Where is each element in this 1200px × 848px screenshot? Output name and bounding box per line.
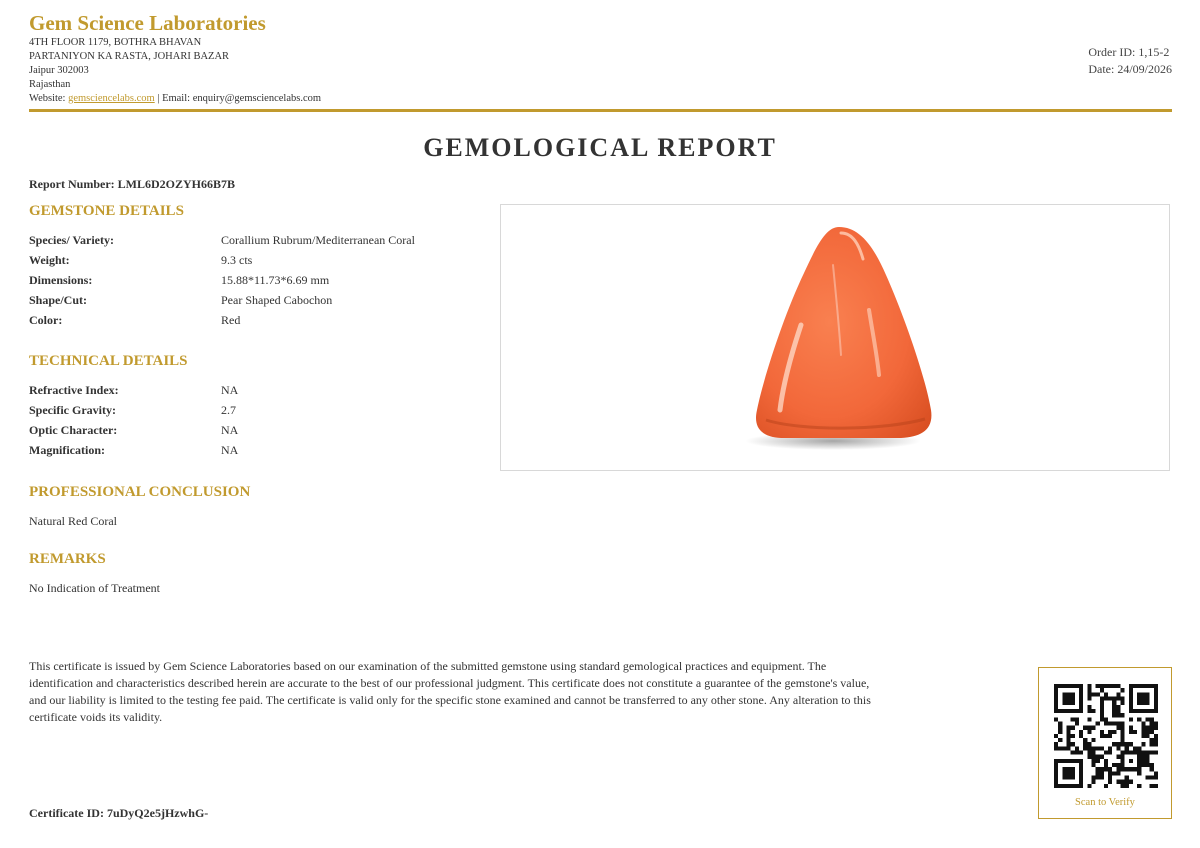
tech-row-optic-character <box>29 420 238 440</box>
qr-code-icon[interactable] <box>1054 684 1158 788</box>
detail-row-weight <box>29 250 415 270</box>
detail-row-species <box>29 230 415 250</box>
website-link[interactable]: gemsciencelabs.com <box>68 93 155 104</box>
order-date: Date: 24/09/2026 <box>1088 62 1172 76</box>
remarks-heading: REMARKS <box>29 551 106 567</box>
detail-value: 9.3 cts <box>221 253 253 267</box>
qr-verify-box[interactable] <box>1038 667 1172 819</box>
address-line-3: Jaipur 302003 <box>29 65 89 76</box>
detail-value: 15.88*11.73*6.69 mm <box>221 273 330 287</box>
lab-header <box>29 10 1172 106</box>
detail-row-dimensions <box>29 270 415 290</box>
technical-details-heading: TECHNICAL DETAILS <box>29 353 188 369</box>
detail-value: NA <box>221 383 239 397</box>
header-divider <box>29 109 1172 112</box>
report-title: GEMOLOGICAL REPORT <box>423 133 777 162</box>
qr-caption: Scan to Verify <box>1075 797 1135 808</box>
detail-value: NA <box>221 443 239 457</box>
report-number: Report Number: LML6D2OZYH66B7B <box>29 177 235 191</box>
remarks-text: No Indication of Treatment <box>29 581 160 595</box>
detail-key: Optic Character: <box>29 423 118 437</box>
certificate-id: Certificate ID: 7uDyQ2e5jHzwhG- <box>29 806 209 820</box>
detail-value: Red <box>221 313 241 327</box>
detail-key: Weight: <box>29 253 70 267</box>
lab-address <box>29 36 1172 106</box>
contact-separator: | <box>154 93 163 104</box>
detail-key: Species/ Variety: <box>29 233 114 247</box>
order-info <box>1088 44 1172 78</box>
detail-key: Magnification: <box>29 443 105 457</box>
detail-key: Specific Gravity: <box>29 403 116 417</box>
contact-line <box>29 92 1172 106</box>
disclaimer-text: This certificate is issued by Gem Science Laboratories based on our examination of the submitted gemstone using standard gemological practices and equipment. The identification and characteristics described herein are accurate to the best of our professional judgment. This certificate does not constitute a guarantee of the gemstone's value, and our liability is limited to the testing fee paid. The certificate is valid only for the specific stone examined and cannot be transferred to any other stone. Any alteration to this certificate voids its validity. <box>29 659 871 724</box>
detail-value: Pear Shaped Cabochon <box>221 293 333 307</box>
website-label: Website: <box>29 93 66 104</box>
order-id: Order ID: 1,15-2 <box>1088 45 1170 59</box>
detail-row-shape <box>29 290 415 310</box>
conclusion-text: Natural Red Coral <box>29 514 117 528</box>
conclusion-heading: PROFESSIONAL CONCLUSION <box>29 484 251 500</box>
tech-row-specific-gravity <box>29 400 238 420</box>
address-line-1: 4TH FLOOR 1179, BOTHRA BHAVAN <box>29 37 202 48</box>
gemstone-details-table <box>29 230 415 330</box>
coral-cabochon-image <box>501 205 1169 470</box>
address-line-2: PARTANIYON KA RASTA, JOHARI BAZAR <box>29 51 230 62</box>
address-line-4: Rajasthan <box>29 79 71 90</box>
detail-key: Dimensions: <box>29 273 93 287</box>
tech-row-refractive-index <box>29 380 238 400</box>
email-text: enquiry@gemsciencelabs.com <box>192 93 322 104</box>
detail-key: Color: <box>29 313 63 327</box>
gemstone-image-frame <box>500 204 1170 471</box>
detail-value: Corallium Rubrum/Mediterranean Coral <box>221 233 415 247</box>
technical-details-table <box>29 380 238 460</box>
detail-row-color <box>29 310 415 330</box>
detail-key: Refractive Index: <box>29 383 119 397</box>
gemstone-details-heading: GEMSTONE DETAILS <box>29 203 184 219</box>
detail-value: NA <box>221 423 239 437</box>
tech-row-magnification <box>29 440 238 460</box>
email-label: Email: <box>162 93 191 104</box>
detail-value: 2.7 <box>221 403 236 417</box>
detail-key: Shape/Cut: <box>29 293 88 307</box>
lab-name: Gem Science Laboratories <box>29 11 266 35</box>
